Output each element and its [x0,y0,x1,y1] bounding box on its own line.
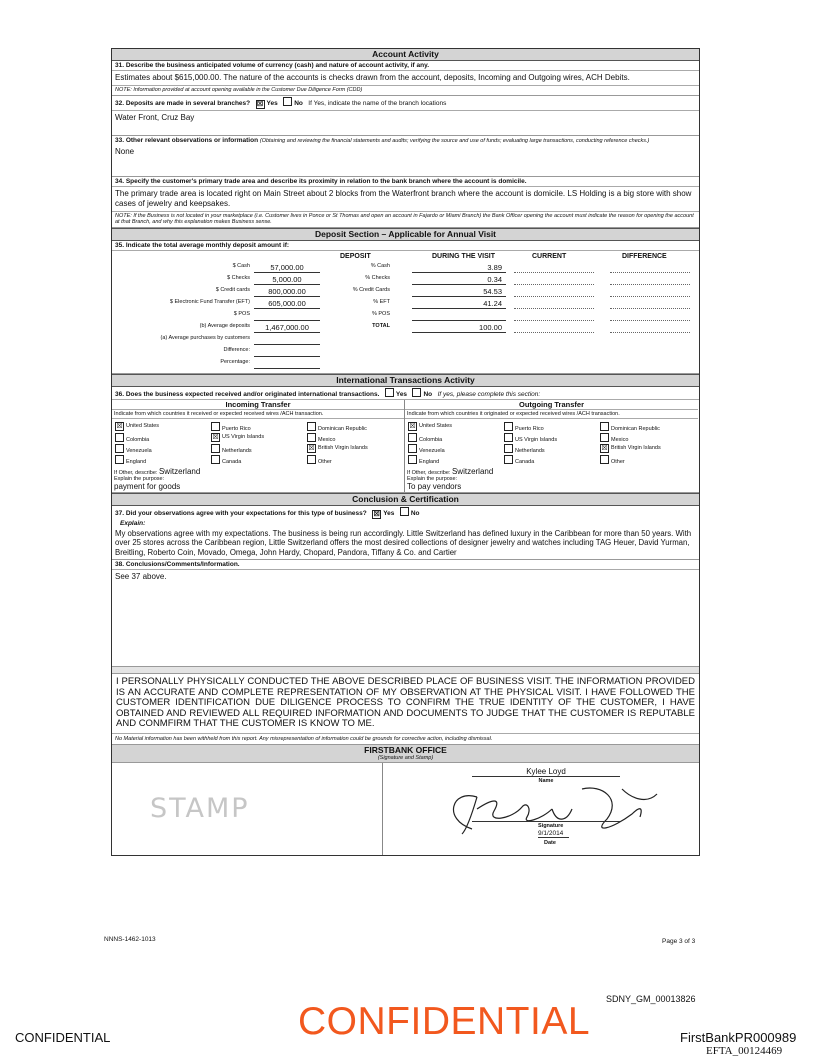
outgoing-country-checkbox[interactable] [600,422,609,431]
q34-section [112,177,699,228]
page-number: Page 3 of 3 [662,938,696,945]
incoming-country-checkbox[interactable] [211,455,220,464]
percent-visit-value: 0.34 [412,275,506,285]
col-during-visit: DURING THE VISIT [432,252,496,260]
percent-current-blank [514,287,594,297]
incoming-other-row [114,467,200,476]
stamp-placeholder: STAMP [150,792,250,824]
incoming-instruction: Indicate from which countries it received or expected received wires /ACH transaction. [112,410,404,419]
incoming-country-checkbox[interactable] [211,444,220,453]
q37-no-checkbox[interactable] [400,507,409,516]
q37-answer: My observations agree with my expectations. The business is being run accordingly. Little Switzerland has defined luxury in the Caribbean for more than 50 years. With over 25 stores across the Caribbean region, Little Switzerland offers the most desired collections of designer jewelry and watches including TAG Heuer, David Yurman, Breitling, Roberto Coin, Movado, Omega, John Hardy, Chopard, Pandora, Tiffany & Co. and Cartier [112,527,699,561]
deposit-label: (b) Average deposits [199,322,250,329]
percent-difference-blank [610,275,690,285]
deposit-value [254,347,320,357]
incoming-country-option [115,444,152,454]
outgoing-country-label: Colombia [419,436,443,443]
visit-form [111,48,700,856]
q36-no-label: No [423,390,433,398]
q37-row [112,506,699,520]
outgoing-purpose-label: Explain the purpose: [407,475,458,482]
q32-yes-label: Yes [266,99,278,107]
deposit-label: $ Checks [227,274,250,281]
outgoing-country-checkbox[interactable] [408,455,417,464]
stamp-divider [382,763,383,855]
col-current: CURRENT [532,252,567,260]
outgoing-country-option [504,444,545,454]
q37-yes-checkbox[interactable]: ☒ [373,510,380,518]
q32-section [112,96,699,136]
percent-visit-value: 3.89 [412,263,506,273]
incoming-country-option [211,444,252,454]
percent-current-blank [514,275,594,285]
q36-yes-label: Yes [395,390,408,398]
incoming-country-checkbox[interactable] [115,444,124,453]
outgoing-country-option [600,444,661,453]
signature-label: Signature [538,822,564,829]
percent-difference-blank [610,263,690,273]
date-label: Date [544,839,556,846]
outgoing-country-option [408,422,452,431]
q36-question: 36. Does the business expected received and/or originated international transactions. [115,390,380,398]
incoming-country-checkbox[interactable] [307,433,316,442]
outgoing-country-label: Canada [515,458,535,465]
signature-line [472,821,620,822]
outgoing-country-checkbox[interactable] [504,455,513,464]
incoming-country-checkbox[interactable]: ☒ [212,433,219,441]
incoming-country-checkbox[interactable] [115,433,124,442]
confidential-left: CONFIDENTIAL [15,1030,111,1045]
outgoing-purpose-value: To pay vendors [407,481,462,491]
percent-current-blank [514,323,594,333]
q32-answer: Water Front, Cruz Bay [115,112,195,122]
q32-no-checkbox[interactable] [283,97,292,106]
incoming-country-option [115,455,146,465]
incoming-country-label: US Virgin Islands [222,433,265,440]
incoming-country-label: England [126,458,147,465]
outgoing-other-label: If Other, describe: [407,469,451,476]
incoming-country-option [115,433,149,443]
outgoing-country-option [600,422,660,432]
office-subtitle: (Signature and Stamp) [112,755,699,763]
deposit-label: $ Electronic Fund Transfer (EFT) [169,298,250,305]
outgoing-country-checkbox[interactable] [504,433,513,442]
percent-difference-blank [610,299,690,309]
outgoing-country-option [504,422,544,432]
percent-difference-blank [610,287,690,297]
percent-label: % EFT [373,298,390,305]
percent-visit-value: 54.53 [412,287,506,297]
outgoing-country-label: Venezuela [419,447,445,454]
outgoing-country-option [408,455,439,465]
percent-label: % POS [371,310,390,317]
q38-answer: See 37 above. [112,570,699,667]
outgoing-country-label: Mexico [611,436,629,443]
q36-if-yes: If yes, please complete this section: [437,390,541,398]
deposit-table [112,251,699,374]
outgoing-other-row [407,467,493,476]
percent-current-blank [514,311,594,321]
percent-visit-value: 100.00 [412,323,506,333]
outgoing-country-checkbox[interactable] [504,444,513,453]
q31-section [112,61,699,96]
incoming-other-label: If Other, describe: [114,469,158,476]
form-id: NNNS-1462-1013 [104,936,156,943]
percent-label: TOTAL [372,322,390,329]
divider [112,667,699,674]
outgoing-country-label: United States [419,422,453,429]
q31-answer: Estimates about $615,000.00. The nature of the accounts is checks drawn from the account, deposits, Incoming and Outgoing wires, ACH Debits. [115,73,630,82]
incoming-title: Incoming Transfer [112,400,404,410]
section-header-deposit: Deposit Section – Applicable for Annual Visit [112,228,699,241]
percent-label: % Credit Cards [352,286,390,293]
outgoing-country-label: Netherlands [515,447,545,454]
deposit-label: $ Credit cards [215,286,250,293]
incoming-country-label: Other [318,458,332,465]
deposit-value [254,311,320,321]
incoming-country-option [211,455,241,465]
outgoing-country-checkbox[interactable]: ☒ [601,444,608,452]
deposit-value [254,359,320,369]
percent-visit-value [412,311,506,321]
q31-question: 31. Describe the business anticipated volume of currency (cash) and nature of account activity, if any. [112,61,699,71]
q38-question: 38. Conclusions/Comments/Information. [112,560,699,570]
q34-question: 34. Specify the customer's primary trade area and describe its proximity in relation to the bank branch where the account is domicile. [112,177,699,187]
q32-question: 32. Deposits are made in several branches? [115,99,251,107]
office-title: FIRSTBANK OFFICE [112,745,699,755]
q33-question: 33. Other relevant observations or information [115,136,259,144]
incoming-country-option [307,444,368,453]
incoming-country-label: Venezuela [126,447,152,454]
incoming-country-label: Netherlands [222,447,252,454]
outgoing-country-option [600,455,625,465]
deposit-value: 605,000.00 [254,299,320,309]
incoming-country-option [211,422,251,432]
incoming-panel [112,400,405,492]
q32-row [112,96,699,111]
incoming-other-value: Switzerland [158,466,201,476]
officer-name: Kylee Loyd [472,767,620,777]
incoming-country-label: Colombia [126,436,150,443]
outgoing-other-value: Switzerland [451,466,494,476]
section-header-conclusion: Conclusion & Certification [112,493,699,506]
q36-no-checkbox[interactable] [412,388,421,397]
incoming-country-checkbox[interactable] [307,422,316,431]
percent-difference-blank [610,323,690,333]
outgoing-title: Outgoing Transfer [405,400,698,410]
outgoing-country-label: England [419,458,440,465]
incoming-country-label: United States [126,422,160,429]
deposit-label: Percentage: [220,358,250,365]
incoming-country-label: Mexico [318,436,336,443]
outgoing-country-option [408,433,442,443]
outgoing-country-checkbox[interactable] [600,433,609,442]
deposit-label: $ POS [233,310,250,317]
percent-difference-blank [610,311,690,321]
outgoing-country-label: Other [611,458,625,465]
q36-yes-checkbox[interactable] [385,388,394,397]
outgoing-country-option [408,444,445,454]
q34-answer: The primary trade area is located right on Main Street about 2 blocks from the Waterfront branch where the account is domicile. LS Holding is a big store with show cases of jewelry and keepsakes. [115,188,692,208]
deposit-label: (a) Average purchases by customers [160,334,250,341]
incoming-country-checkbox[interactable] [211,422,220,431]
outgoing-country-option [600,433,628,443]
outgoing-country-option [504,455,534,465]
deposit-value [254,335,320,345]
q33-answer: None [115,146,135,156]
incoming-country-option [307,455,332,465]
incoming-country-option [307,422,367,432]
q31-note: NOTE: Information provided at account opening available in the Customer Due Diligence Form (CDD) [112,85,699,95]
q35-question: 35. Indicate the total average monthly deposit amount if: [112,241,699,251]
outgoing-country-checkbox[interactable]: ☒ [409,422,416,430]
q33-section [112,136,699,177]
firstbank-id: FirstBankPR000989 [680,1030,797,1045]
q37-explain-label: Explain: [120,519,146,527]
outgoing-country-label: US Virgin Islands [515,436,558,443]
outgoing-instruction: Indicate from which countries it originated or expected received wires /ACH transaction. [405,410,698,419]
outgoing-country-label: Dominican Republic [611,425,660,432]
incoming-country-label: British Virgin Islands [318,444,368,451]
q37-yes-label: Yes [383,509,395,517]
outgoing-country-checkbox[interactable] [600,455,609,464]
incoming-country-option [211,433,264,442]
q37-question: 37. Did your observations agree with your expectations for this type of business? [115,509,367,517]
q32-yes-checkbox[interactable]: ☒ [256,100,264,108]
percent-visit-value: 41.24 [412,299,506,309]
confidential-watermark: CONFIDENTIAL [298,1000,591,1043]
incoming-country-checkbox[interactable]: ☒ [116,422,123,430]
incoming-purpose-value: payment for goods [114,481,181,491]
transfer-panels [112,400,699,493]
incoming-country-checkbox[interactable]: ☒ [308,444,315,452]
outgoing-country-label: Puerto Rico [515,425,544,432]
q33-hint: (Obtaining and reviewing the financial statements and audits; verifying the source and use of funds; evaluating large transactions, conducting reference checks.) [259,137,650,144]
q34-note: NOTE: If the Business is not located in your marketplace (i.e. Customer lives in Ponce or St Thomas and open an account in Fajardo or Miami Branch) the Bank Officer opening the account must indicate the reason for opening the account at that Branch, and why this explanation makes Business sense. [112,211,699,227]
outgoing-country-checkbox[interactable] [504,422,513,431]
q32-if-yes: If Yes, indicate the name of the branch locations [308,99,447,107]
col-deposit: DEPOSIT [340,252,371,260]
q36-row [112,387,699,400]
deposit-value: 5,000.00 [254,275,320,285]
q32-no-label: No [294,99,303,107]
deposit-value: 57,000.00 [254,263,320,273]
q33-row [112,136,699,145]
certification-text: I PERSONALLY PHYSICALLY CONDUCTED THE ABOVE DESCRIBED PLACE OF BUSINESS VISIT. THE INFORMATION PROVIDED IS AN ACCURATE AND COMPLETE REPRESENTATION OF MY OBSERVATION AT THE PHYSICAL VISIT. I HAVE FOLLOWED THE CUSTOMER IDENTIFICATION DUE DILIGENCE PROCESS TO CONFIRM THE TRUE IDENTITY OF THE CUSTOMER, I HAVE OBTAINED AND REVIEWED ALL REQUIRED INFORMATION AND DOCUMENTS TO JUDGE THAT THE CUSTOMER IS REPUTABLE AND CONMFIRM THAT THE CUSTOMER IS KNOW TO ME. [116,676,695,729]
efta-id: EFTA_00124469 [706,1045,783,1057]
incoming-country-checkbox[interactable] [115,455,124,464]
percent-label: % Cash [370,262,390,269]
incoming-country-label: Puerto Rico [222,425,251,432]
outgoing-country-label: British Virgin Islands [611,444,661,451]
deposit-label: Difference: [223,346,250,353]
incoming-country-label: Canada [222,458,242,465]
signed-date: 9/1/2014 [538,830,569,838]
outgoing-country-checkbox[interactable] [408,444,417,453]
incoming-country-label: Dominican Republic [318,425,367,432]
incoming-country-checkbox[interactable] [307,455,316,464]
deposit-value: 800,000.00 [254,287,320,297]
section-header-international: International Transactions Activity [112,374,699,387]
incoming-purpose-label: Explain the purpose: [114,475,165,482]
bates-number: SDNY_GM_00013826 [606,994,696,1004]
percent-label: % Checks [365,274,390,281]
officer-name-label: Name [538,777,554,784]
outgoing-country-checkbox[interactable] [408,433,417,442]
disclaimer: No Material information has been withheld from this report. Any misrepresentation of information could be grounds for corrective action, including dismissal. [112,733,699,745]
incoming-country-option [115,422,159,431]
deposit-value: 1,467,000.00 [254,323,320,333]
incoming-country-option [307,433,335,443]
section-header-account-activity: Account Activity [112,49,699,61]
percent-current-blank [514,299,594,309]
signature-area [112,763,699,855]
percent-current-blank [514,263,594,273]
q37-no-label: No [410,509,420,517]
col-difference: DIFFERENCE [622,252,667,260]
outgoing-country-option [504,433,557,443]
outgoing-panel [405,400,698,492]
deposit-label: $ Cash [232,262,250,269]
